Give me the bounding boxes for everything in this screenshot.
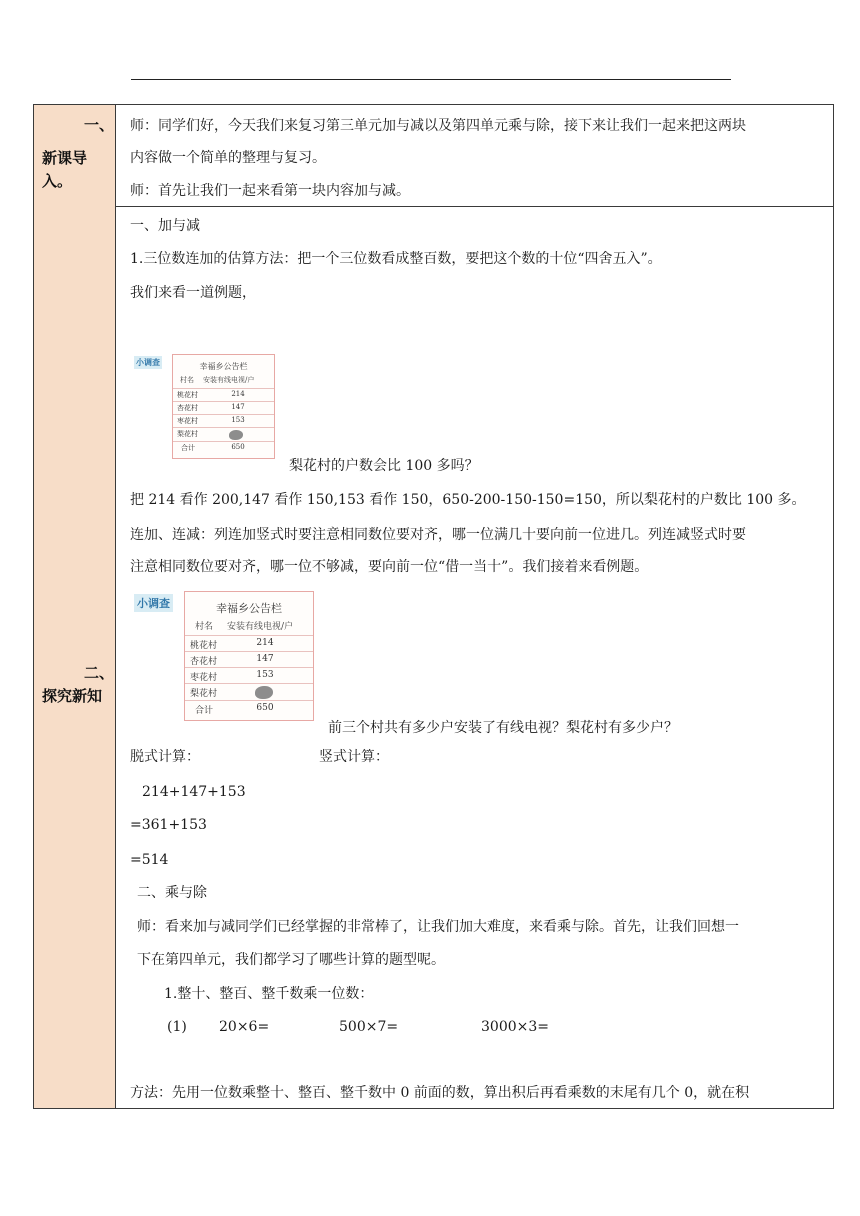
survey-tag: 小调查 xyxy=(136,358,160,367)
paragraph-line: 师：首先让我们一起来看第一块内容加与减。 xyxy=(130,183,410,199)
calc-label: 竖式计算： xyxy=(319,749,389,765)
board-title: 幸福乡公告栏 xyxy=(216,602,282,615)
village-value: 147 xyxy=(231,403,245,411)
paragraph-line: 下在第四单元，我们都学习了哪些计算的题型呢。 xyxy=(137,952,445,968)
board-title: 幸福乡公告栏 xyxy=(199,362,248,371)
board-row xyxy=(173,427,274,441)
calc-step: =361+153 xyxy=(130,817,207,833)
section-intro-row xyxy=(34,105,833,207)
section-title-cont: 入。 xyxy=(42,172,73,190)
board-row xyxy=(185,683,313,700)
calc-step: 214+147+153 xyxy=(142,784,246,800)
section-explore-row xyxy=(34,206,833,1108)
village-name: 合计 xyxy=(195,706,214,716)
village-value: 153 xyxy=(256,670,274,680)
notice-board-figure xyxy=(132,590,317,725)
subheading: 一、加与减 xyxy=(130,218,200,234)
col-village: 村名 xyxy=(180,376,194,384)
village-name: 杏花村 xyxy=(177,404,198,412)
subheading: 1.整十、整百、整千数乘一位数： xyxy=(164,986,374,1002)
section-number: 二、 xyxy=(83,664,114,682)
paragraph-line: 师：看来加与减同学们已经掌握的非常棒了，让我们加大难度，来看乘与除。首先，让我们回想一 xyxy=(137,919,739,935)
village-name: 枣花村 xyxy=(177,417,198,425)
paragraph-line: 把 214 看作 200,147 看作 150,153 看作 150，650-200-150-150=150，所以梨花村的户数比 100 多。 xyxy=(130,492,806,508)
paragraph-line: 注意相同数位要对齐，哪一位不够减，要向前一位“借一当十”。我们接着来看例题。 xyxy=(130,559,649,575)
exercise-expression: 3000×3= xyxy=(481,1019,549,1035)
section-label-cell xyxy=(34,206,116,1108)
village-name: 梨花村 xyxy=(190,689,218,699)
col-value: 安装有线电视/户 xyxy=(227,622,294,632)
board-row xyxy=(173,441,274,454)
section-label-cell xyxy=(34,105,116,206)
village-value: 650 xyxy=(256,703,274,713)
village-value: 214 xyxy=(256,638,274,648)
section-content xyxy=(117,105,833,206)
col-value: 安装有线电视/户 xyxy=(203,376,255,384)
paragraph-line: 师：同学们好，今天我们来复习第三单元加与减以及第四单元乘与除，接下来让我们一起来把这两块 xyxy=(130,118,746,134)
paragraph-line: 方法：先用一位数乘整十、整百、整千数中 0 前面的数，算出积后再看乘数的末尾有几个 0，就在积 xyxy=(130,1085,750,1101)
subheading: 二、乘与除 xyxy=(137,885,207,901)
paragraph-line: 我们来看一道例题， xyxy=(130,285,256,301)
question-line: 前三个村共有多少户安装了有线电视？梨花村有多少户？ xyxy=(328,720,678,736)
exercise-number: (1) xyxy=(167,1019,187,1035)
board-row xyxy=(185,635,313,651)
village-name: 梨花村 xyxy=(177,430,198,438)
section-number: 一、 xyxy=(83,116,114,134)
village-name: 枣花村 xyxy=(190,673,218,683)
village-name: 桃花村 xyxy=(177,391,198,399)
exercise-expression: 500×7= xyxy=(339,1019,399,1035)
notice-board-figure xyxy=(132,353,277,461)
village-value: 214 xyxy=(231,390,245,398)
board-header xyxy=(173,375,274,386)
board-row xyxy=(173,414,274,427)
board-row xyxy=(185,700,313,716)
ink-blot xyxy=(229,430,243,440)
village-name: 杏花村 xyxy=(190,657,218,667)
village-value: 153 xyxy=(231,416,245,424)
section-content xyxy=(117,206,833,1108)
paragraph-line: 连加、连减：列连加竖式时要注意相同数位要对齐，哪一位满几十要向前一位进几。列连减竖式时要 xyxy=(130,527,746,543)
ink-blot xyxy=(255,686,273,699)
board-row xyxy=(173,388,274,401)
board-row xyxy=(185,667,313,683)
village-value: 147 xyxy=(256,654,274,664)
notice-board xyxy=(172,354,275,459)
paragraph-line: 1.三位数连加的估算方法：把一个三位数看成整百数，要把这个数的十位“四舍五入”。 xyxy=(130,251,662,267)
notice-board xyxy=(184,591,314,721)
village-value: 650 xyxy=(231,443,245,451)
col-village: 村名 xyxy=(195,622,214,632)
header-rule xyxy=(131,79,731,80)
board-row xyxy=(173,401,274,414)
calc-step: =514 xyxy=(130,852,169,868)
calc-label: 脱式计算： xyxy=(130,749,200,765)
section-title: 新课导 xyxy=(42,149,88,167)
paragraph-line: 内容做一个简单的整理与复习。 xyxy=(130,150,326,166)
lesson-table xyxy=(33,104,834,1109)
board-row xyxy=(185,651,313,667)
village-name: 桃花村 xyxy=(190,641,218,651)
survey-tag: 小调查 xyxy=(134,594,173,612)
question-line: 梨花村的户数会比 100 多吗？ xyxy=(289,458,479,474)
section-title: 探究新知 xyxy=(42,687,103,705)
village-name: 合计 xyxy=(181,444,195,452)
board-header xyxy=(185,619,313,633)
exercise-expression: 20×6= xyxy=(219,1019,270,1035)
